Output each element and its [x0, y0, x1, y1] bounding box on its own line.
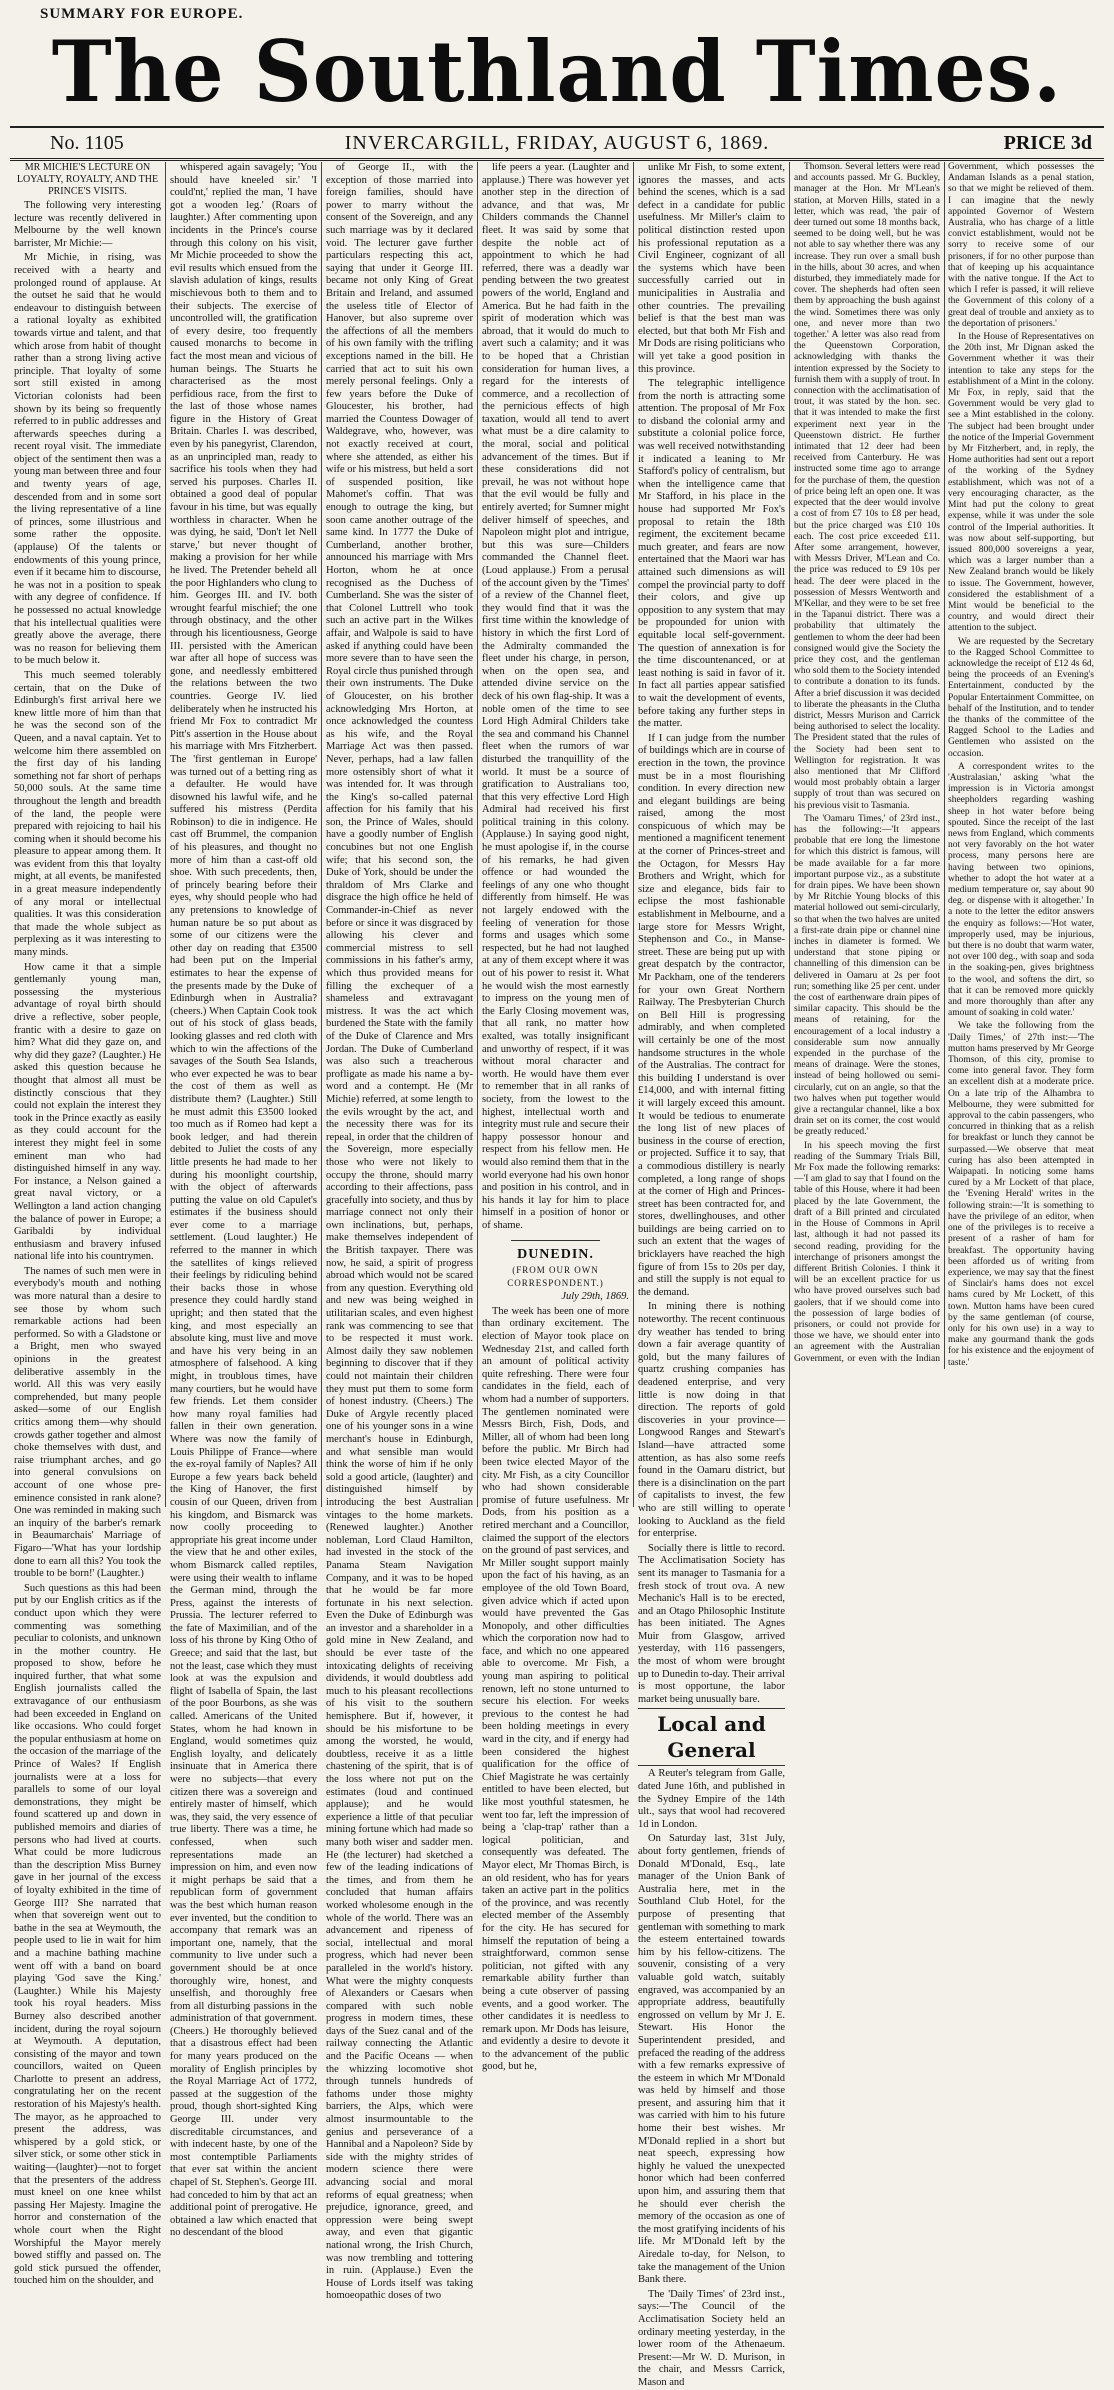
- article-paragraph: In the House of Representatives on the 20th inst, Mr Dignan asked the Government whether it was their intention to take any steps for the establishment of a Mint in the colony. Mr Fox, in reply, said that the Government would be very glad to see a Mint established in the colony. The subject had been brought under the notice of the Imperial Government by Mr Fitzherbert, and, in reply, the Home authorities had sent out a report of the working of the Sydney establishment, which was not of a very encouraging character, as the Mint had put the colony to great expense, while it was under the sole control of the Imperial authorities. It was now about self-supporting, but issued 800,000 sovereigns a year, which was a larger number than a New Zealand branch would be likely to issue. The Government, however, considered the establishment of a Mint would be beneficial to the country, and would direct their attention to the subject.: [948, 332, 1094, 634]
- dunedin-date: July 29th, 1869.: [561, 1291, 629, 1303]
- article-paragraph: How came it that a simple gentlemanly young man, possessing the mysterious advantage of royal birth should drive a reflective, sober people, frantic with a desire to gaze on him? What did they gaze on, and why did they gaze? (Laughter.) He asked this question because he thought that almost all must be distinctly conscious that they could not explain the interest they took in the Prince exactly as easily as they could account for the interest they might feel in some eminent man who had distinguished himself in any way. For instance, a Nelson gained a great naval victory, or a Wellington a land action changing the balance of power in Europe; a Garibaldi by individual enthusiasm and bravery infused national life into his countrymen.: [14, 961, 161, 1263]
- article-paragraph: The following very interesting lecture was recently delivered in Melbourne by the well known barrister, Mr Michie:—: [14, 200, 161, 249]
- article-paragraph: of George II., with the exception of those married into foreign families, should have power to marry without the consent of the Sovereign, and any such marriage was by it declared void. The lecturer gave further particulars respecting this act, saying that under it George III. became not only King of Great Britain and Ireland, and assumed the useless title of Elector of Hanover, but also supreme over the affections of all the members of his own family with the trifling exceptions named in the bill. He carried that act to suit his own merely personal feelings. Only a few years before the Duke of Gloucester, his brother, had married the Countess Dowager of Waldegrave, who, however, was not exactly received at court, where she attended, as either his wife or his mistress, but held a sort of suspended position, like Mahomet's coffin. That was enough to outrage the king, but soon came another outrage of the same kind. In 1777 the Duke of Cumberland, another brother, announced his marriage with Mrs Horton, whom he at once recognised as the Duchess of Cumberland. She was the sister of that Colonel Luttrell who took such an active part in the Wilkes affair, and Walpole is said to have asked if anything could have been more severe than to have seen the Royal circle thus punished through their own instruments. The Duke of Gloucester, on his brother acknowledging Mrs Horton, at once acknowledged the countess as his wife, and the Royal Marriage Act was then passed. Never, perhaps, had a law fallen more ostensibly short of what it was intended for. It was through the King's so-called paternal affection for his family that his son, the Prince of Wales, should have a goodly number of English concubines but not one English wife; that his second son, the Duke of York, should be under the thraldom of Mrs Clarke and disgrace the high office he held of Commander-in-Chief as never before or since it was disgraced by allowing his clever and commercial mistress to sell commissions in his father's army, which thus provided means for filling the exchequer of a shameless and extravagant mistress. It was the act which burdened the State with the family of the Duke of Clarence and Mrs Jordan. The Duke of Cumberland was also such a treacherous profligate as made his name a by-word and a contempt. He (Mr Michie) referred, at some length to the evils wrought by the act, and the necessity there was for its repeal, in order that the children of the Sovereign, more especially those who were not likely to occupy the throne, should marry according to their affections, pass gracefully into society, and thus by marriage connect not only their own inclinations, but, perhaps, make themselves independent of the British taxpayer. There was now, he said, a spirit of progress abroad which would not be scared from any question. Everything old and new was being weighed in utilitarian scales, and even highest rank was commencing to see that to be respected it must work. Almost daily they saw noblemen beginning to discover that if they could not maintain their children they must put them to some form of honest industry. (Cheers.) The Duke of Argyle recently placed one of his younger sons in a wine merchant's house in Edinburgh, and what sensible man would think the worse of him if he only sold a good article, (laughter) and distinguished himself by introducing the best Australian vintages to the home markets. (Renewed laughter.) Another nobleman, Lord Claud Hamilton, had invested in the stock of the Panama Steam Navigation Company, and it was to be hoped that he would be far more fortunate in his next selection. Even the Duke of Edinburgh was an investor and a shareholder in a gold mine in New Zealand, and should be ever taste of the intoxicating delights of receiving dividends, it would doubtless add much to his pleasant recollections of his visit to the southern hemisphere. But if, however, it should be his misfortune to be among the worsted, he would, doubtless, receive it as a little chastening of the spirit, that is of the loss where not put on the estimates (loud and continued applause); and he would experience a little of that peculiar mining fortune which had made so many both wiser and sadder men. He (the lecturer) had sketched a few of the leading indications of the times, and from them he concluded that human affairs worked wholesome enough in the whole of the world. There was an advancement and ripeness of social, intellectual and moral progress, which had never been paralleled in the world's history. What were the mighty conquests of Alexanders or Caesars when compared with such noble progress in modern times, these days of the Suez canal and of the railway connecting the Atlantic and the Pacific Oceans — when the whizzing locomotive shot through tunnels hundreds of fathoms under those mighty barriers, the Alps, which were almost insurmountable to the genius and perseverance of a Hannibal and a Napoleon? Side by side with the mighty strides of modern science there were advancing social and moral reforms of equal greatness; when prejudice, ignorance, greed, and oppression were being swept away, and even that gigantic national wrong, the Irish Church, was now trembling and tottering in ruin. (Applause.) Even the House of Lords itself was taking homoeopathic doses of two: [326, 162, 473, 2302]
- article-paragraph: The names of such men were in everybody's mouth and nothing was more natural than a desire to see those by whom such remarkable actions had been performed. So with a Gladstone or a Bright, men who swayed opinions in the greatest deliberative assembly in the world. All this was very easily comprehended, but many people asked—some of our English critics among them—why should crowds gather together and almost choke themselves with dust, and raise triumphant arches, and go into general convulsions on account of one whose pre-eminence consisted in rank alone? One was reminded in making such an inquiry of the barber's remark in Beaumarchais' Marriage of Figaro—'What has your lordship done to earn all this? You took the trouble to be born!' (Laughter.): [14, 1265, 161, 1580]
- article-paragraph: The 'Daily Times' of 23rd inst., says:—'The Council of the Acclimatisation Society held an ordinary meeting yesterday, in the lower room of the Athenaeum. Present:—Mr W. D. Murison, in the chair, and Messrs Carrick, Mason and: [638, 2288, 785, 2388]
- column-6: [790, 162, 1098, 1507]
- article-headline: MR MICHIE'S LECTURE ON LOYALTY, ROYALTY, AND THE PRINCE'S VISITS.: [16, 162, 159, 197]
- dateline-bar: [10, 126, 1104, 161]
- issue-number: No. 1105: [50, 132, 124, 154]
- column-5-body: [638, 162, 785, 1706]
- section-divider: [511, 1240, 599, 1241]
- article-paragraph: life peers a year. (Laughter and applause.) There was however yet another step in the direction of advance, and that was, Mr Childers commands the Channel fleet. It was said by some that despite the noble act of appointment to which he had referred, there was a deadly war pending between the two greatest powers of the world, England and America. But he had faith in the spirit of moderation which was abroad, that it would do much to avert such a calamity; and it was to be hoped that a Christian consideration for human lives, a regard for the interests of commerce, and a recollection of the pernicious effects of high taxation, would all tend to avert what must be a dire calamity to the moral, social and political advancement of the times. But if these considerations did not prevail, he was not without hope that the evil would be fully and entirely averted; for Sumner might deliver himself of speeches, and Napoleon might plot and intrigue, but this was sure—Childers commanded the Channel fleet. (Loud applause.) From a perusal of the account given by the 'Times' of a review of the Channel fleet, they would find that it was the first time within the knowledge of history in which the first Lord of the Admiralty commanded the fleet under his charge, in person, when on the open sea, and attended divine service on the deck of his own flag-ship. It was a noble omen of the time to see Lord High Admiral Childers take the sea and command his Channel fleet when the rumors of war disturbed the tranquillity of the world. It must be a source of gratification to Australians too, that this very effective Lord High Admiral had received his first political training in this colony. (Applause.) In saying good night, he must apologise if, in the course of his remarks, he had given offence or had wounded the feelings of any one who thought differently from himself. He was not largely endowed with the feeling of veneration for those forms and usages which some respected, but he had not laughed at any of them except where it was out of his power to resist it. What he would wish the most earnestly to impress on the young men of the Early Closing movement was, that all rank, no matter how exalted, was totally insignificant and unworthy of respect, if it was without moral character and worth. He would have them ever to remember that in all ranks of society, from the lowest to the highest, intellectual worth and integrity must rule and secure their happy possessor honour and respect from his fellow men. He would also remind them that in the world everyone had his own honor and position in his control, and in his hands it lay for him to place himself in a position of honor or of shame.: [482, 162, 629, 1231]
- dunedin-subtitle: (FROM OUR OWN CORRESPONDENT.): [507, 1265, 604, 1288]
- column-5: [634, 162, 790, 2388]
- article-paragraph: The telegraphic intelligence from the north is attracting some attention. The proposal of Mr Fox to disband the colonial army and substitute a colonial police force, was well received notwithstanding it indicated a leaning to Mr Stafford's policy of centralism, but when the intelligence came that Mr Stafford, in his place in the house had supported Mr Fox's proposal to retain the 18th regiment, the excitement became much greater, and fears are now entertained that the Maori war has attained such dimensions as will compel the provincial party to doff their colors, and give up opposition to any system that may be propounded for union with equitable local self-government. The question of annexation is for the time discountenanced, or at least nothing is said in favor of it. In fact all parties appear satisfied to wait the development of events, before taking any further steps in the matter.: [638, 378, 785, 730]
- article-paragraph: In his speech moving the first reading of the Summary Trials Bill, Mr Fox made the following remarks:—'I am glad to say that I found on the table of this House, where it had been placed by the late Government, the draft of a Bill printed and circulated in the House of Commons in April last, although it had not passed its second reading, providing for the interchange of prisoners amongst the different British Colonies. I think it will be an excellent practice for us who have proved ourselves such bad gaolers, that if we should come into the possession of large bodies of prisoners, or could not provide for those we have, we should enter into an agreement with the Australian Government, or even with the Indian Government, which possesses the Andaman Islands as a penal station, so that we might be relieved of them. I can imagine that the newly appointed Governor of Western Australia, who has charge of a little convict establishment, would not be sorry to receive some of our prisoners, if for no other purpose than that of keeping up his acquaintance with the native tongue. If the Act to which I refer is passed, it will relieve the Government of this colony of a great deal of trouble and anxiety as to the deportation of prisoners.': [794, 162, 1094, 1364]
- edition-label: SUMMARY FOR EUROPE.: [40, 6, 244, 22]
- place-date: INVERCARGILL, FRIDAY, AUGUST 6, 1869.: [344, 132, 770, 154]
- column-3: [322, 162, 478, 2302]
- article-paragraph: Such questions as this had been put by our English critics as if the conduct upon which they were commenting was something peculiar to colonists, and unknown in the mother country. He proposed to show, before he inquired further, that what some English journalists called the extravagance of our enthusiasm had been exceeded in England on like occasions. Who could forget the popular enthusiasm at home on the occasion of the marriage of the Prince of Wales? If English journalists were at a loss for parallels to some of our loyal demonstrations, they might be found scattered up and down in published memoirs and diaries of persons who had lived at courts. What could be more ludicrous than the description Miss Burney gave in her journal of the excess of loyalty exhibited in the time of George III? She narrated that when that sovereign went out to bathe in the sea at Weymouth, the people used to lie in wait for him and a machine bathing machine went off with a band on board playing 'God save the King.' (Laughter.) While his Majesty took his royal headers. Miss Burney also described another incident, during the royal sojourn at Weymouth. A deputation, consisting of the mayor and town councillors, waited on Queen Charlotte to present an address, congratulating her on the recent restoration of his Majesty's health. The mayor, as he approached to present the address, was whispered by a gold stick, or silver stick, or some other stick in waiting—(laughter)—not to forget that the presenters of the address must kneel on one knee whilst passing Her Majesty. Imagine the horror and consternation of the whole court when the Right Worshipful the Mayor merely bowed stiffly and passed on. The gold stick pursued the offender, touched him on the shoulder, and: [14, 1582, 161, 2287]
- article-paragraph: The 'Oamaru Times,' of 23rd inst., has the following:—'It appears probable that ere long the limestone for which this district is famous, will be made available for a far more important purpose viz., as a substitute for drain pipes. We have been shown by Mr Ritchie Young blocks of this material hollowed out semi-circularly, so that when the two halves are united a first-rate drain pipe or channel nine inches in diameter is formed. We understand that stone piping or channelling of this dimension can be delivered in Oamaru at 2s per foot run; something like 25 per cent. under the cost of earthenware drain pipes of similar capacity. This should be the means of retaining, for the encouragement of a local industry a considerable sum now annually expended in the purchase of the means of drainage. Were the stones, instead of being hollowed ou semi-circularly, cut on an angle, so that the two halves when put together would give a rectangular channel, like a box drain set on its corner, the cost would be greatly reduced.': [794, 813, 940, 1138]
- column-1: [10, 162, 166, 2287]
- article-paragraph: Socially there is little to record. The Acclimatisation Society has sent its manager to Tasmania for a fresh stock of trout ova. A new Mechanic's Hall is to be erected, and an Otago Philosophic Institute has been initiated. The Agnes Muir from Glasgow, arrived yesterday, with 116 passengers, the most of whom were brought up to Dunedin to-day. Their arrival is most opportune, the labor market being unusually bare.: [638, 1542, 785, 1705]
- masthead-title: The Southland Times.: [51, 22, 1063, 121]
- article-paragraph: A correspondent writes to the 'Australasian,' asking 'what the impression is in Victoria amongst sheepholders regarding washing sheep in hot water before being spouted. Since the receipt of the last news from England, which comments not very favorably on the hot water process, many persons here are having between two opinions, whether to adopt the hot water at a medium temperature or, say about 90 deg. or dispense with it altogether.' In a note to the letter the editor answers the enquiry as follows:—'Hot water, improperly used, may be injurious, but there is no doubt that warm water, not over 100 deg., with soap and soda in the soaking-pen, gives brightness to the wool, and softens the dirt, so that it can be removed more quickly and more thoroughly than after any amount of soaking in cold water.': [948, 761, 1094, 1019]
- article-paragraph: unlike Mr Fish, to some extent, ignores the masses, and acts behind the scenes, which is a sad defect in a candidate for public usefulness. Mr Miller's claim to political distinction rested upon his professional reputation as a Civil Engineer, cognizant of all the systems which have been successfully carried out in municipalities in Australia and other countries. The prevailing belief is that the best man was elected, but that both Mr Fish and Mr Dods are rising politicians who will yet take a good position in this province.: [638, 162, 785, 375]
- article-paragraph: On Saturday last, 31st July, about forty gentlemen, friends of Donald M'Donald, Esq., late manager of the Union Bank of Australia here, met in the Southland Club Hotel, for the purpose of presenting that gentleman with something to mark the esteem entertained towards him by his fellow-citizens. The souvenir, consisting of a very valuable gold watch, suitably engraved, was accompanied by an appropriate address, beautifully engrossed on vellum by Mr J. E. Stewart. His Honor the Superintendent presided, and prefaced the reading of the address with a few remarks expressive of the esteem in which Mr M'Donald was held by himself and those present, and assuring him that it was carried with him to his future home their best wishes. Mr M'Donald replied in a short but neat speech, expressing how highly he valued the unexpected honor which had been conferred upon him, and assuring them that he should ever cherish the memory of the occasion as one of the most gratifying incidents of his life. Mr M'Donald left by the Airedale to-day, for Nelson, to take the management of the Union Bank there.: [638, 1833, 785, 2286]
- article-paragraph: The week has been one of more than ordinary excitement. The election of Mayor took place on Wednesday 21st, and called forth an amount of political activity quite refreshing. There were four candidates in the field, each of whom had a number of supporters. The gentlemen nominated were Messrs Birch, Fish, Dods, and Miller, all of whom had been long before the public. Mr Birch had been twice elected Mayor of the city. Mr Fish, as a city Councillor who had shown considerable promise of future usefulness. Mr Dods, from his position as a retired merchant and a Councillor, claimed the support of the electors on the ground of past services, and Mr Miller sought support mainly upon the fact of his having, as an employee of the old Town Board, given advice which if acted upon would have prevented the Gas Monopoly, and other difficulties which the corporation now had to face, and which no one appeared able to overcome. Mr Fish, a young man aspiring to political renown, left no stone unturned to secure his election. For weeks previous to the contest he had been holding meetings in every ward in the city, and if energy had been considered the highest qualification for the office of Chief Magistrate he was certainly entitled to have been elected, but like most youthful statesmen, he went too far, left the impression of being a 'clap-trap' rather than a logical politician, and consequently was defeated. The Mayor elect, Mr Thomas Birch, is an old resident, who has for years taken an active part in the politics of the province, and was recently elected member of the Assembly for the city. He has secured for himself the reputation of being a straightforward, common sense politician, not gifted with any remarkable ability further than being a cute observer of passing events, and a good worker. The other candidates it is needless to remark upon. Mr Dods has leisure, and evidently a desire to devote it to the advancement of the public good, but he,: [482, 1305, 629, 2073]
- column-2: [166, 162, 322, 2239]
- column-1-body: [14, 200, 161, 2288]
- local-and-general-body: [638, 1768, 785, 2389]
- column-4-body: [482, 162, 629, 1232]
- article-paragraph: A Reuter's telegram from Galle, dated June 16th, and published in the Sydney Empire of the 14th ult., says that wool had recovered 1d in London.: [638, 1768, 785, 1830]
- article-paragraph: Thomson. Several letters were read and accounts passed. Mr G. Buckley, manager at the Hon. Mr M'Lean's station, at Morven Hills, stated in a letter, which was read, 'the pair of deer turned out some 18 months back, seemed to be doing well, but he was not able to say whether there was any increase. They run over a small bush in the hills, about 30 acres, and when disturbed, they immediately made for cover. The shepherds had often seen them by approaching the bush against the wind. Sometimes there was only one, and never more than two together.' A letter was also read from the Queenstown Corporation, acknowledging with thanks the intention expressed by the Society to furnish them with a supply of trout. In connection with the acclimatisation of trout, it was stated by the hon. sec. that it was intended to make the first experiment next year in the Queenstown district. He further intimated that 12 deer had been received from Canterbury. He was instructed some time ago to arrange for the purchase of them, the question of price being left an open one. It was expected that the deer would involve a cost of from £7 10s to £8 per head, but the price charged was £10 10s each. The cost price exceeded £11. After some arrangement, however, with Messrs Driver, M'Lean and Co. the price was reduced to £9 10s per head. The deer were placed in the possession of Messrs Wentworth and M'Kellar, and they were to be set free in the Tapanui district. There was a probability that ultimately the gentlemen to whom the deer had been consigned would give the Society the price they cost, and the gentleman who sold them to the Society intended to contribute a donation to its funds. After a brief discussion it was decided to liberate the pheasants in the Clutha district, Messrs Murison and Carrick being authorised to select the locality. The President stated that the rules of the Society had been sent to Wellington for registration. It was also mentioned that Mr Clifford would most probably obtain a larger supply of trout than was secured on his previous visit to Tasmania.: [794, 162, 940, 811]
- article-paragraph: whispered again savagely; 'You should have kneeled sir.' 'I could'nt,' replied the man, 'I have got a wooden leg.' (Roars of laughter.) After commenting upon incidents in the Prince's course through this colony on his visit, Mr Michie proceeded to show the evil results which ensued from the slavish adulation of kings, results mischievous both to them and to their subjects. The exercise of uncontrolled will, the gratification of every desire, too frequently caused monarchs to become in fact the most mean and vicious of human beings. The Stuarts he characterised as the most perfidious race, from the first to the last of those whose names figure in the History of Great Britain. Charles I. was described, even by his panegyrist, Clarendon, as an unprincipled man, ready to sacrifice his tools when they had served his purposes. Charles II. obtained a good deal of popular favour in his time, but was equally worthless in character. When he was dying, he said, 'Don't let Nell starve,' but never thought of making a provision for her while he lived. The Pretender beheld all the poor Highlanders who clung to him. Georges III. and IV. both wrought fearful mischief; the one through obstinacy, and the other through his licentiousness, George III. persisted with the American war after all hope of success was gone, and needlessly embittered the relations between the two countries. George IV. lied deliberately when he instructed his friend Mr Fox to contradict Mr Pitt's assertion in the House about his marriage with Mrs Fitzherbert. The 'first gentleman in Europe' was turned out of a betting ring as a defaulter. He would have disowned his lawful wife, and he suffered his mistress (Perdita Robinson) to die in indigence. He cast off Brummel, the companion of his pleasures, and thought no more of him than a cast-off old shoe. With such precedents, then, of princely bearing before their eyes, why should people who had any pretensions to knowledge of human nature be so put about as some of our citizens were the other day on reading that £3500 had been put on the Imperial estimates to hear the expense of the presents made by the Duke of Edinburgh when in Australia? (cheers.) When Captain Cook took out of his stock of glass beads, looking glasses and red cloth with which to win the affections of the savages of the South Sea Islands, who ever expected he was to bear the cost of them as well as distribute them? (Laughter.) Still he must admit this £3500 looked too much as if Romeo had kept a book ledger, and had therein debited to Juliet the costs of any little presents he had made to her during his moonlight courtship, with the object of afterwards putting the value on old Capulet's estimates if the business should ever come to a marriage settlement. (Loud laughter.) He referred to the manner in which the satellites of kings relieved their feelings by ridiculing behind their backs those in whose presence they could hardly stand upright; and then stated that the king, and most especially an absolute king, must live and move and have his very being in an atmosphere of falsehood. A king might, in troublous times, have many courtiers, but he would have few friends. Let them consider how many royal families had fallen in their own generation. Where was now the family of Louis Philippe of France—where the ex-royal family of Naples? All Europe a few years back beheld the King of Hanover, the first cousin of our Queen, driven from his kingdom, and Bismarck was now coolly proceeding to appropriate his great income under the view that he and other exiles, whom Bismarck called reptiles, were using their wealth to inflame the German mind, through the Press, against the interests of Prussia. The lecturer referred to the fate of Maximilian, and of the loss of his throne by King Otho of Greece; and said that the last, but not the least, case which they must look at was the expulsion and flight of Isabella of Spain, the last of the poor Bourbons, as she was called. Americans of the United States, whom he had known in England, would sometimes quiz English loyalty, and delicately insinuate that in America there were no subjects—that every citizen there was a sovereign and entirely master of himself, which was, they said, the very essence of true liberty. There was a time, he confessed, when such representations made an impression on him, and even now it might perhaps be said that a republican form of government was the best which human reason ever invented, but the condition to accompany that remark was an important one, namely, that the community to live under such a government should be at once thoroughly wire, honest, and unselfish, and thoroughly free from all disturbing passions in the administration of that government. (Cheers.) He thoroughly believed that a disastrous effect had been for many years produced on the morality of English principles by the Royal Marriage Act of 1772, passed at the suggestion of the proud, though short-sighted King George III. under very discreditable circumstances, and with indecent haste, by one of the most contemptible Parliaments that ever sat within the ancient chapel of St. Stephen's. George III. had conceded to him by that act an additional point of prerogative. He obtained a law which enacted that no descendant of the blood: [170, 162, 317, 2239]
- column-2-body: [170, 162, 317, 2240]
- dunedin-title: DUNEDIN.: [517, 1247, 594, 1263]
- local-and-general-title: Local and General: [638, 1708, 785, 1766]
- column-6-body: [794, 162, 1094, 1369]
- article-paragraph: We are requested by the Secretary to the Ragged School Committee to acknowledge the receipt of £12 4s 6d, being the proceeds of an Evening's Entertainment, conducted by the Popular Entertainment Committee, on behalf of the Institution, and to tender the thanks of the committee of the Ragged School to the Ladies and Gentlemen who assisted on the occasion.: [948, 636, 1094, 759]
- dunedin-body: [482, 1306, 629, 2074]
- column-4: [478, 162, 634, 2073]
- article-paragraph: In mining there is nothing noteworthy. The recent continuous dry weather has tended to bring down a fair average quantity of gold, but the many failures of quartz crushing companies has deadened enterprise, and very little is now doing in that direction. The reports of gold discoveries in your province—Longwood Ranges and Stewart's Island—have attracted some attention, as has also some reefs found in the Oamaru district, but there is a disinclination on the part of capitalists to invest, the few who are still willing to operate looking to Auckland as the field for enterprise.: [638, 1301, 785, 1540]
- price-label: PRICE 3d: [1003, 132, 1092, 154]
- article-paragraph: Mr Michie, in rising, was received with a hearty and prolonged round of applause. At the outset he said that he would endeavour to distinguish between a rational loyalty as exhibited towards virtue and talent, and that which arose from habit of thought rather than a strong living active principle. That loyalty of some sort still existed in among Victorian colonists had been shown by its being so frequently referred to in public addresses and afterwards speeches during a recent royal visit. The immediate object of the sentiment then was a young man between three and four and twenty years of age, descended from and in some sort the living representative of a line of princes, some illustrious and some rather the opposite. (applause) Of the talents or endowments of this young prince, even if it became him to discourse, he was not in a position to speak with any degree of confidence. If he possessed no actual knowledge that his intellectual qualities were greatly above the average, there was no reason for believing them to be much below it.: [14, 252, 161, 667]
- column-3-body: [326, 162, 473, 2303]
- columns-container: [10, 162, 1104, 2388]
- article-paragraph: If I can judge from the number of buildings which are in course of erection in the town, the province must be in a most flourishing condition. In every direction new and elegant buildings are being raised, among the most conspicuous of which may be mentioned a magnificent tenement at the corner of Princes-street and the Octagon, for Messrs Hay Brothers and Wright, which for size and elegance, bids fair to eclipse the most fashionable establishment in Melbourne, and a large store for Messrs Wright, Stephenson and Co., in Manse-street. These are being put up with great despatch by the contractor, Mr Packham, one of the tenderers for your own Great Northern Railway. The Presbyterian Church on Bell Hill is progressing admirably, and when completed will certainly be one of the most handsome structures in the whole of the Australias. The contract for this building I understand is over £14,000, and with internal fitting it will largely exceed this amount. It would be tedious to enumerate the long list of new places of business in the course of erection, or projected. Suffice it to say, that a commodious distillery is nearly completed, a long range of shops at the corner of High and Princes-street has been contracted for, and stores, dwellinghouses, and other buildings are being carried on to such an extent that the wages of bricklayers have reached the high figure of from 15s to 20s per day, and still the supply is not equal to the demand.: [638, 732, 785, 1298]
- article-paragraph: We take the following from the 'Daily Times,' of 27th inst:—'The mutton hams preserved by Mr George Thomson, of this city, promise to come into general favor. They form an excellent dish at a moderate price. On a late trip of the Alhambra to Melbourne, they were submitted for approval to the cabin passengers, who concurred in thinking that as a relish for breakfast or lunch they cannot be surpassed.—We observe that meat curing has also been attempted in Waipapati. In noticing some hams cured by a Mr Lockett of that place, the 'Evening Herald' writes in the following strain:—'It is something to have the privilege of an editor, when one of the privileges is to receive a present of a rasher of ham for breakfast. The opportunity having been afforded us of writing from experience, we may say that the finest of Sinclair's hams does not excel hams cured by Mr Lockett, of this town. Mutton hams have been cured by the same gentleman (of course, only for his own use) in a way to make any gourmand thank the gods for his existence and the enjoyment of taste.': [948, 1021, 1094, 1368]
- article-paragraph: This much seemed tolerably certain, that on the Duke of Edinburgh's first arrival here we knew little more of him than that he was the second son of the Queen, and a naval captain. Yet to welcome him there assembled on the first day of his landing something not far short of perhaps 50,000 souls. At the same time throughout the length and breadth of the land, the people were prepared with rejoicing to hail his coming when it should become his pleasure to appear among them. It was evident from this that loyalty might, at all events, be manifested in a great measure independently of any moral or intellectual qualities. It was this consideration that made the whole subject as perplexing as it was interesting to many minds.: [14, 669, 161, 959]
